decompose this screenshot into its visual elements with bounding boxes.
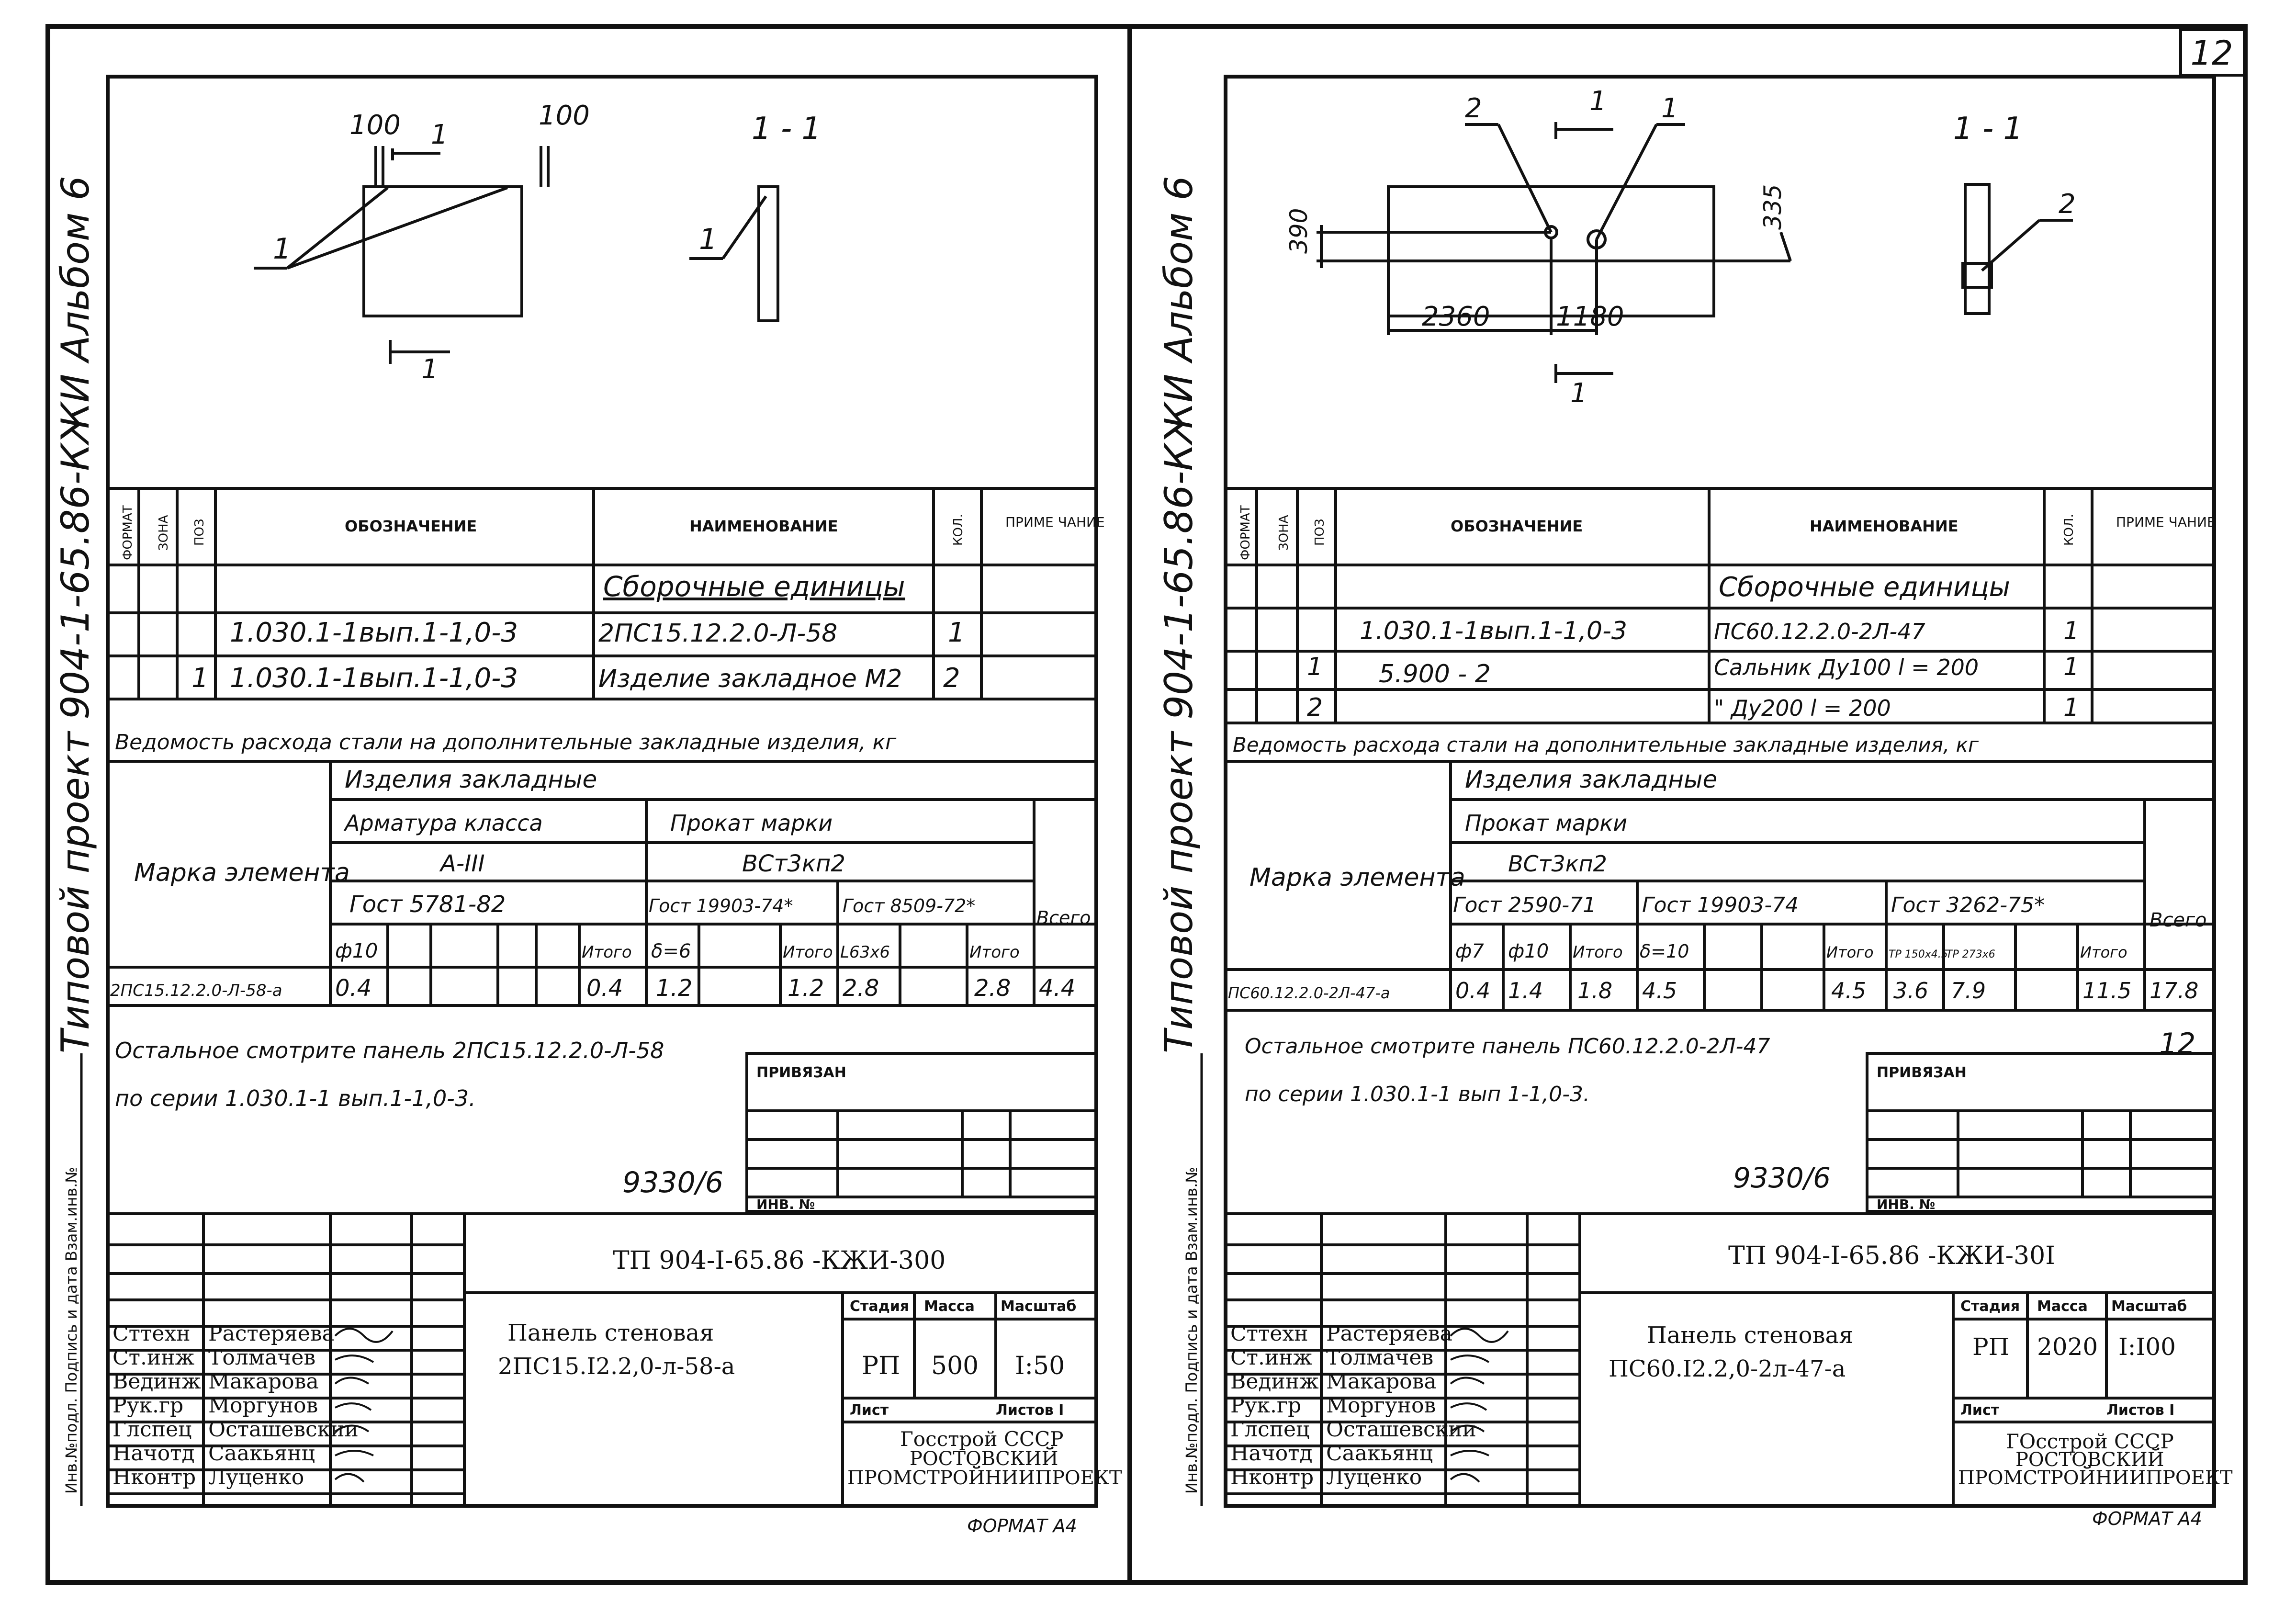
r-row2-pos: 1 [1307,653,1323,681]
role-2: Вединж [113,1369,201,1394]
r-person-1: Толмачев [1326,1345,1434,1370]
steel-armatura: Арматура класса [345,810,543,836]
r-steel-gost2: Гост 19903-74 [1642,893,1799,917]
role-1: Ст.инж [113,1345,195,1370]
left-title-block [108,1214,1122,1506]
r-role-6: Нконтр [1230,1465,1314,1490]
person-6: Луценко [208,1465,304,1490]
r-org2: РОСТОВСКИЙ [2015,1449,2164,1471]
r-doc-name1: Панель стеновая [1647,1322,1854,1349]
dim-390: 390 [1285,208,1313,254]
dim-335: 335 [1759,184,1787,230]
col-zone: ЗОНА [157,515,171,551]
inv-number: 9330/6 [622,1166,724,1199]
section-title: 1 - 1 [752,111,822,147]
spec-row2-name: Изделие закладное М2 [598,665,902,693]
col-designation: ОБОЗНАЧЕНИЕ [345,517,477,535]
r-sub-2: Итого [1573,943,1623,962]
steel-prokat: Прокат марки [670,810,833,836]
stage: РП [862,1352,900,1380]
r-person-6: Луценко [1326,1465,1422,1490]
r-steel-mark-label: Марка элемента [1249,863,1465,892]
r-role-5: Начотд [1230,1441,1313,1466]
r-sub-3: δ=10 [1640,941,1689,962]
r-row1-name: ПС60.12.2.0-2Л-47 [1714,619,1925,644]
r-lists: Листов I [2106,1402,2175,1419]
steel-total: 4.4 [1039,975,1076,1002]
r-val-1: 1.4 [1508,978,1543,1004]
r-format-label: ФОРМАТ А4 [2092,1508,2202,1529]
r-inv-label: ИНВ. № [1877,1196,1936,1212]
right-steel-table [1226,733,2214,1010]
panel-elevation [364,187,522,316]
r-inv-number: 9330/6 [1733,1162,1831,1194]
r-sub-7: ТР 150х4.5 [1889,948,1948,960]
person-5: Саакьянц [208,1441,315,1466]
col-note: ПРИМЕ ЧАНИЕ [1005,514,1105,530]
right-title-block [1226,1214,2233,1506]
note-line2: по серии 1.030.1-1 вып.1-1,0-3. [115,1085,476,1111]
steel-gost1: Гост 5781-82 [349,891,506,918]
dim-2360: 2360 [1422,301,1490,332]
r-stage-h: Стадия [1960,1298,2020,1315]
leader-1: 1 [1661,93,1678,124]
r-steel-total: 17.8 [2150,978,2199,1004]
col-pos-r: ПОЗ [1313,519,1327,546]
r-person-5: Саакьянц [1326,1441,1433,1466]
role-3: Рук.гр [113,1393,184,1418]
r-mass: 2020 [2037,1333,2098,1361]
r-row3-name: " Ду200 l = 200 [1714,695,1891,721]
steel-sub-7: Итого [783,943,833,962]
role-0: Сттехн [113,1321,191,1346]
sheet-number: 12 [2190,34,2233,73]
r-org3: ПРОМСТРОЙНИИПРОЕКТ [1958,1467,2233,1489]
r-row1-des: 1.030.1-1вып.1-1,0-3 [1360,617,1627,645]
spec-row2-qty: 2 [943,663,960,694]
col-pos: ПОЗ [192,519,207,546]
section-mark-bottom: 1 [421,354,439,385]
r-val-0: 0.4 [1455,978,1491,1004]
r-mass-h: Масса [2037,1298,2088,1315]
left-side-stamp: Инв.№подл. Подпись и дата Взам.инв.№ [62,1167,80,1494]
doc-code: ТП 904-I-65.86 -КЖИ-300 [613,1246,946,1275]
col-zone-r: ЗОНА [1277,515,1291,551]
steel-gost3: Гост 8509-72* [843,895,976,916]
spec-row1-designation: 1.030.1-1вып.1-1,0-3 [230,617,518,648]
right-spec-table [1226,488,2216,723]
spec-row2-pos: 1 [191,663,209,694]
r-row3-pos: 2 [1307,693,1323,722]
col-format-r: ФОРМАТ [1238,505,1253,560]
left-steel-table [108,730,1096,1005]
steel-val-8: 2.8 [843,975,879,1002]
r-row1-qty: 1 [2063,617,2080,645]
steel-val-4: 0.4 [586,975,623,1002]
pos-label-elevation: 1 [273,232,292,266]
privyazan-label: ПРИВЯЗАН [756,1064,846,1081]
org2: РОСТОВСКИЙ [910,1448,1058,1470]
steel-sub-5: δ=6 [651,940,691,962]
r-scale: I:I00 [2118,1333,2176,1361]
col-qty-r: КОЛ. [2062,514,2076,546]
r-val-2: 1.8 [1577,978,1613,1004]
dim-100-a: 100 [349,110,401,141]
section-mark-top: 1 [431,119,448,150]
spec-row2-designation: 1.030.1-1вып.1-1,0-3 [230,663,518,694]
left-side-title: Типовой проект 904-1-65.86-КЖИ Альбом 6 [53,176,98,1053]
r-sub-8: ТР 273х6 [1946,948,1995,960]
r-steel-gost3: Гост 3262-75* [1891,893,2045,917]
steel-val-5: 1.2 [656,975,693,1002]
r-val-8: 7.9 [1951,978,1986,1004]
r-note-line1: Остальное смотрите панель ПС60.12.2.0-2Л-47 [1245,1034,1770,1059]
pos-label-section: 1 [699,223,718,256]
leader-2: 2 [1465,93,1482,124]
mass: 500 [931,1352,979,1380]
r-row2-des: 5.900 - 2 [1379,660,1491,688]
r-role-0: Сттехн [1230,1321,1308,1346]
r-val-3: 4.5 [1642,978,1677,1004]
steel-val-10: 2.8 [974,975,1011,1002]
r-role-2: Вединж [1230,1369,1319,1394]
person-2: Макарова [208,1369,319,1394]
r-person-3: Моргунов [1326,1393,1436,1418]
r-list: Лист [1960,1402,2000,1419]
r-doc-code: ТП 904-I-65.86 -КЖИ-30I [1728,1242,2055,1270]
steel-prokat-mark: ВСт3кп2 [742,850,845,877]
steel-gost2: Гост 19903-74* [649,895,793,916]
person-3: Моргунов [208,1393,318,1418]
steel-val-7: 1.2 [788,975,824,1002]
person-0: Растеряева [208,1321,335,1346]
doc-name1: Панель стеновая [507,1320,714,1346]
sec-top-r: 1 [1589,86,1607,117]
lists: Листов I [996,1402,1064,1419]
steel-sub-4: Итого [582,943,632,962]
left-sheet [53,77,1122,1536]
r-note-line2: по серии 1.030.1-1 вып 1-1,0-3. [1245,1082,1590,1106]
spec-row1-qty: 1 [948,617,965,648]
r-person-0: Растеряева [1326,1321,1452,1346]
r-steel-group: Изделия закладные [1465,766,1718,793]
r-sheet-number: 12 [2159,1027,2196,1061]
r-val-7: 3.6 [1893,978,1929,1004]
role-6: Нконтр [113,1465,196,1490]
left-drawing [254,100,821,385]
sec-bottom-r: 1 [1570,378,1587,409]
doc-name2: 2ПС15.I2.2,0-л-58-а [498,1353,735,1380]
r-row2-name: Сальник Ду100 l = 200 [1714,655,1979,680]
steel-class: A-III [440,850,485,877]
steel-row-mark: 2ПС15.12.2.0-Л-58-а [110,981,282,1000]
steel-val-0: 0.4 [335,975,372,1002]
person-4: Осташевский [208,1417,359,1442]
scale-h: Масштаб [1001,1298,1077,1315]
role-5: Начотд [113,1441,195,1466]
r-steel-gost1: Гост 2590-71 [1453,893,1597,917]
org1: Госстрой СССР [900,1427,1064,1451]
col-name-r: НАИМЕНОВАНИЕ [1810,517,1958,535]
r-role-4: Глспец [1230,1417,1310,1442]
scale: I:50 [1015,1352,1065,1380]
spec-row1-name: 2ПС15.12.2.0-Л-58 [598,619,838,648]
mass-h: Масса [924,1298,975,1315]
r-steel-title: Ведомость расхода стали на дополнительные закладные изделия, кг [1233,733,1979,756]
format-label: ФОРМАТ А4 [967,1515,1077,1536]
steel-title: Ведомость расхода стали на дополнительные закладные изделия, кг [115,730,897,755]
r-steel-prokat: Прокат марки [1465,810,1628,836]
note-line1: Остальное смотрите панель 2ПС15.12.2.0-Л-58 [115,1038,664,1063]
col-format: ФОРМАТ [121,505,135,560]
r-person-4: Осташевский [1326,1417,1476,1442]
col-note-r: ПРИМЕ ЧАНИЕ [2116,514,2216,530]
r-role-3: Рук.гр [1230,1393,1302,1418]
col-designation-r: ОБОЗНАЧЕНИЕ [1451,517,1583,535]
r-sub-0: ф7 [1455,940,1484,962]
left-spec-table [108,488,1105,699]
list: Лист [850,1402,889,1419]
right-side-stamp: Инв.№подл. Подпись и дата Взам.инв.№ [1182,1167,1201,1494]
r-val-6: 4.5 [1831,978,1867,1004]
r-row3-qty: 1 [2063,693,2080,722]
r-person-2: Макарова [1326,1369,1437,1394]
col-name: НАИМЕНОВАНИЕ [689,517,838,535]
right-sheet [1157,77,2233,1529]
person-1: Толмачев [208,1345,316,1370]
org3: ПРОМСТРОЙНИИПРОЕКТ [847,1467,1122,1489]
r-privyazan-label: ПРИВЯЗАН [1877,1064,1967,1081]
r-val-10: 11.5 [2082,978,2132,1004]
right-drawing [1285,86,2076,409]
r-sub-10: Итого [2080,943,2127,961]
dim-100-b: 100 [539,100,590,131]
left-privyazan-box [747,1053,1096,1212]
right-side-title: Типовой проект 904-1-65.86-КЖИ Альбом 6 [1157,176,1201,1053]
inv-label: ИНВ. № [756,1196,815,1212]
right-privyazan-box [1867,1053,2214,1212]
r-role-1: Ст.инж [1230,1345,1313,1370]
r-scale-h: Масштаб [2111,1298,2187,1315]
spec-section: Сборочные единицы [603,570,905,603]
role-4: Глспец [113,1417,192,1442]
r-row2-qty: 1 [2063,653,2080,681]
r-stage: РП [1972,1333,2010,1361]
steel-group: Изделия закладные [345,766,597,793]
stage-h: Стадия [850,1298,910,1315]
steel-mark-label: Марка элемента [134,858,350,887]
sec-title-r: 1 - 1 [1953,111,2023,147]
col-qty: КОЛ. [951,514,966,546]
steel-sub-0: ф10 [335,939,378,962]
r-steel-row-mark: ПС60.12.2.0-2Л-47-а [1228,984,1390,1002]
pos2-section: 2 [2059,189,2076,220]
r-sub-1: ф10 [1508,940,1549,962]
r-sub-6: Итого [1826,943,1874,961]
section-profile [759,187,778,321]
r-doc-name2: ПС60.I2.2,0-2л-47-а [1609,1355,1846,1382]
r-steel-total-h: Всего [2150,909,2207,931]
r-org1: ГОсстрой СССР [2006,1430,2174,1453]
steel-total-h: Всего [1036,907,1091,928]
steel-sub-10: Итого [969,943,1020,962]
r-steel-prokat-mark: ВСт3кп2 [1508,851,1607,877]
spec-section-r: Сборочные единицы [1719,572,2010,603]
steel-sub-8: L63х6 [840,943,890,962]
dim-1180: 1180 [1556,301,1624,332]
